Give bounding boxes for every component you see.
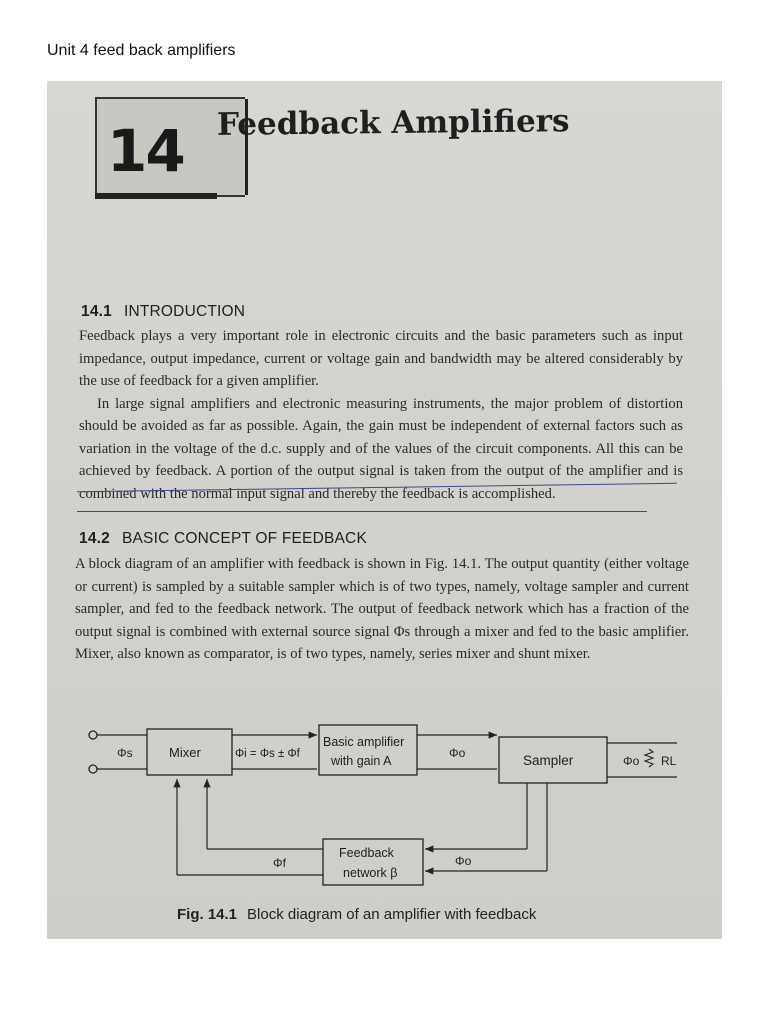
- figure-caption: [177, 906, 536, 923]
- section-number: 14.2: [79, 530, 110, 547]
- amplifier-label-line2: with gain A: [331, 754, 392, 768]
- input-terminal-bottom: [89, 765, 97, 773]
- chapter-number: 14: [107, 117, 184, 185]
- signal-phi-f: Φf: [273, 856, 286, 870]
- signal-phi-o-output: Φo: [623, 754, 640, 768]
- section-number: 14.1: [81, 303, 112, 320]
- intro-paragraph-2: In large signal amplifiers and electronic measuring instruments, the major problem of distortion should be avoided as far as possible. Again, the gain must be independent of external factors such as variation in the voltage of the d.c. supply and of the values of the circuit components. All this can be achieved by feedback. A portion of the output signal is taken from the output of the amplifier and is combined with the normal input signal and thereby the feedback is accomplished.: [79, 395, 683, 502]
- signal-phi-o: Φo: [449, 746, 466, 760]
- feedback-label-line2: network β: [343, 866, 398, 880]
- mixer-label: Mixer: [169, 745, 201, 760]
- basic-concept-paragraph: A block diagram of an amplifier with feedback is shown in Fig. 14.1. The output quantity (either voltage or current) is sampled by a suitable sampler which is of two types, namely, voltage sampler and current sampler, and fed to the feedback network. The output of feedback network which has a fraction of the output signal is combined with external source signal Φs through a mixer and fed to the basic amplifier. Mixer, also known as comparator, is of two types, namely, series mixer and shunt mixer.: [75, 556, 689, 662]
- section-heading-basic-concept: [79, 530, 367, 548]
- figure-label: Fig. 14.1: [177, 906, 238, 923]
- sampler-label: Sampler: [523, 753, 574, 768]
- feedback-label-line1: Feedback: [339, 846, 394, 860]
- chapter-title: Feedback Amplifiers: [216, 103, 570, 143]
- intro-paragraph-1: Feedback plays a very important role in electronic circuits and the basic parameters such as input impedance, output impedance, current or voltage gain and bandwidth may be altered considerably by the use of feedback for a given amplifier.: [79, 328, 683, 389]
- feedback-block-diagram: [77, 721, 697, 901]
- signal-phi-o-feedback: Φo: [455, 854, 472, 868]
- document-header: Unit 4 feed back amplifiers: [47, 42, 236, 59]
- amplifier-label-line1: Basic amplifier: [323, 735, 405, 749]
- section-title: INTRODUCTION: [123, 303, 246, 320]
- signal-phi-s: Φs: [117, 746, 133, 760]
- input-terminal-top: [89, 731, 97, 739]
- basic-concept-text: [75, 553, 689, 666]
- pen-underline-2: [77, 511, 647, 512]
- textbook-page-photo: [47, 81, 722, 939]
- figure-caption-text: Block diagram of an amplifier with feedback: [247, 906, 537, 923]
- load-label: RL: [661, 754, 677, 768]
- section-title: BASIC CONCEPT OF FEEDBACK: [121, 530, 367, 547]
- section-heading-introduction: [81, 303, 245, 321]
- intro-text: [79, 325, 683, 505]
- load-resistor-icon: [645, 749, 653, 767]
- chapter-underline-bar: [95, 193, 217, 199]
- signal-phi-i: Φi = Φs ± Φf: [235, 748, 300, 760]
